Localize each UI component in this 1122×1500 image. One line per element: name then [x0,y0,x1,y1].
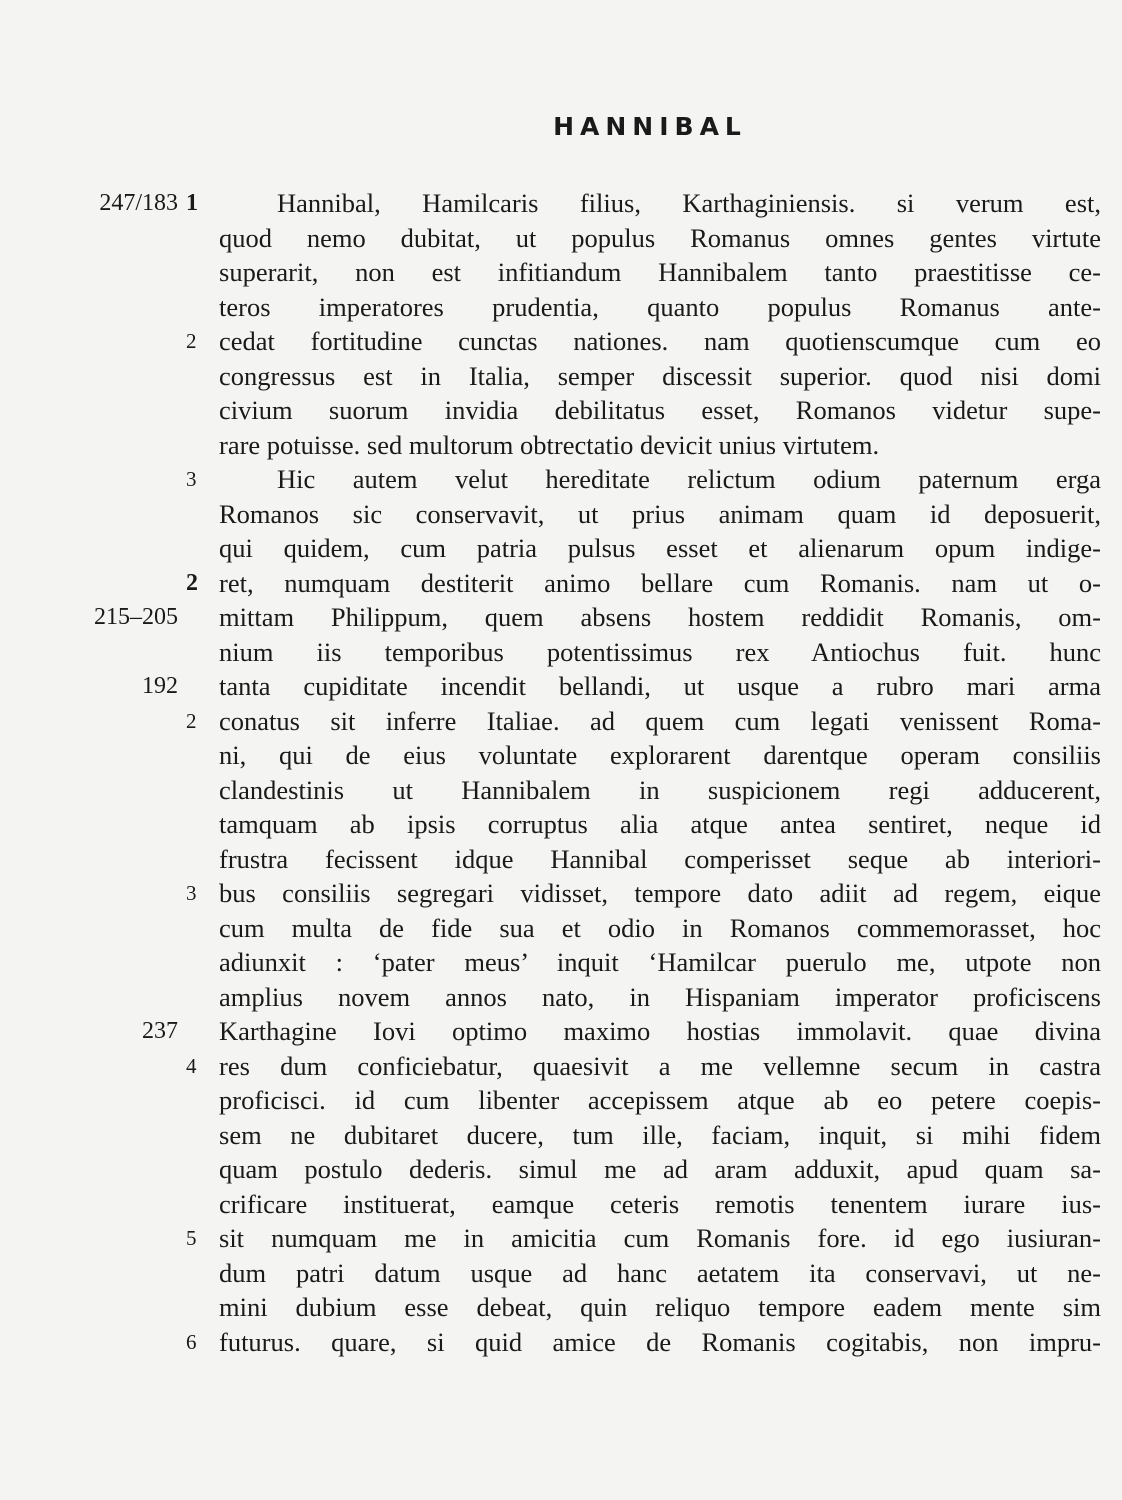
text-line [0,462,1122,497]
line-text: adiunxit : ‘pater meus’ inquit ‘Hamilcar puerulo me, utpote non [219,947,1101,977]
text-line [0,807,1122,842]
chapter-number: 2 [186,569,198,596]
text-line [0,876,1122,911]
latin-text [0,186,1122,1359]
section-number: 4 [186,1053,197,1078]
section-number: 5 [186,1226,197,1250]
line-text: teros imperatores prudentia, quanto populus Romanus ante- [219,291,1101,322]
line-text: Hic autem velut hereditate relictum odium paternum erga [277,464,1101,494]
line-text: proficisci. id cum libenter accepissem atque ab eo petere coepis- [219,1085,1101,1115]
text-line [0,1083,1122,1118]
line-text: rare potuisse. sed multorum obtrectatio devicit unius virtutem. [219,429,880,460]
text-line [0,1256,1122,1291]
text-line [0,635,1122,670]
line-text: futurus. quare, si quid amice de Romanis cogitabis, non impru- [219,1326,1101,1357]
line-text: quam postulo dederis. simul me ad aram adduxit, apud quam sa- [219,1154,1101,1184]
text-line [0,497,1122,532]
margin-year: 247/183 [99,190,178,216]
line-text: congressus est in Italia, semper discessit superior. quod nisi domi [219,360,1101,391]
line-text: Romanos sic conservavit, ut prius animam quam id deposuerit, [219,498,1101,529]
chapter-number: 1 [186,190,198,216]
text-line [0,1049,1122,1084]
line-text: res dum conficiebatur, quaesivit a me vellemne secum in castra [219,1050,1101,1081]
text-line [0,1152,1122,1187]
margin-year: 237 [142,1018,178,1044]
text-line [0,255,1122,290]
text-line [0,669,1122,704]
text-line [0,221,1122,256]
text-line [0,1014,1122,1049]
text-line [0,1290,1122,1325]
section-number: 2 [186,708,197,733]
line-text: qui quidem, cum patria pulsus esset et alienarum opum indige- [219,533,1101,563]
section-number: 6 [186,1329,197,1354]
line-text: mittam Philippum, quem absens hostem reddidit Romanis, om- [219,602,1101,632]
line-text: tanta cupiditate incendit bellandi, ut usque a rubro mari arma [219,671,1101,701]
line-text: dum patri datum usque ad hanc aetatem ita conservavi, ut ne- [219,1257,1101,1288]
text-line [0,566,1122,601]
line-text: frustra fecissent idque Hannibal comperisset seque ab interiori- [219,843,1101,874]
line-text: quod nemo dubitat, ut populus Romanus omnes gentes virtute [219,222,1101,253]
line-text: cum multa de fide sua et odio in Romanos commemorasset, hoc [219,912,1101,943]
text-line [0,911,1122,946]
text-line [0,428,1122,463]
text-line [0,393,1122,428]
text-line [0,980,1122,1015]
section-number: 3 [186,881,197,905]
text-line [0,738,1122,773]
line-text: nium iis temporibus potentissimus rex Antiochus fuit. hunc [219,636,1101,667]
line-text: ret, numquam destiterit animo bellare cum Romanis. nam ut o- [219,567,1101,598]
page-title: HANNIBAL [553,112,747,141]
text-line [0,186,1122,221]
margin-year: 192 [142,673,178,699]
line-text: bus consiliis segregari vidisset, tempore dato adiit ad regem, eique [219,878,1101,908]
text-line [0,1221,1122,1256]
line-text: crificare instituerat, eamque ceteris remotis tenentem iurare ius- [219,1188,1101,1219]
text-line [0,290,1122,325]
line-text: sit numquam me in amicitia cum Romanis fore. id ego iusiuran- [219,1223,1101,1253]
line-text: mini dubium esse debeat, quin reliquo tempore eadem mente sim [219,1292,1101,1322]
text-line [0,945,1122,980]
line-text: Karthagine Iovi optimo maximo hostias immolavit. quae divina [219,1016,1101,1046]
line-text: superarit, non est infitiandum Hannibalem tanto praestitisse ce- [219,257,1101,287]
line-text: amplius novem annos nato, in Hispaniam imperator proficiscens [219,981,1101,1012]
text-line [0,1187,1122,1222]
line-text: conatus sit inferre Italiae. ad quem cum legati venissent Roma- [219,705,1101,736]
section-number: 2 [186,329,197,353]
text-line [0,359,1122,394]
text-line [0,1325,1122,1360]
line-text: sem ne dubitaret ducere, tum ille, faciam, inquit, si mihi fidem [219,1119,1101,1150]
line-text: cedat fortitudine cunctas nationes. nam quotienscumque cum eo [219,326,1101,356]
line-text: ni, qui de eius voluntate explorarent darentque operam consiliis [219,740,1101,770]
line-text: Hannibal, Hamilcaris filius, Karthaginiensis. si verum est, [277,188,1101,218]
line-text: clandestinis ut Hannibalem in suspicionem regi adducerent, [219,774,1101,805]
text-line [0,600,1122,635]
text-line [0,704,1122,739]
text-line [0,842,1122,877]
text-line [0,1118,1122,1153]
section-number: 3 [186,467,197,491]
text-line [0,324,1122,359]
text-line [0,531,1122,566]
line-text: tamquam ab ipsis corruptus alia atque antea sentiret, neque id [219,809,1101,839]
line-text: civium suorum invidia debilitatus esset, Romanos videtur supe- [219,395,1101,425]
margin-year: 215–205 [94,604,178,630]
text-line [0,773,1122,808]
